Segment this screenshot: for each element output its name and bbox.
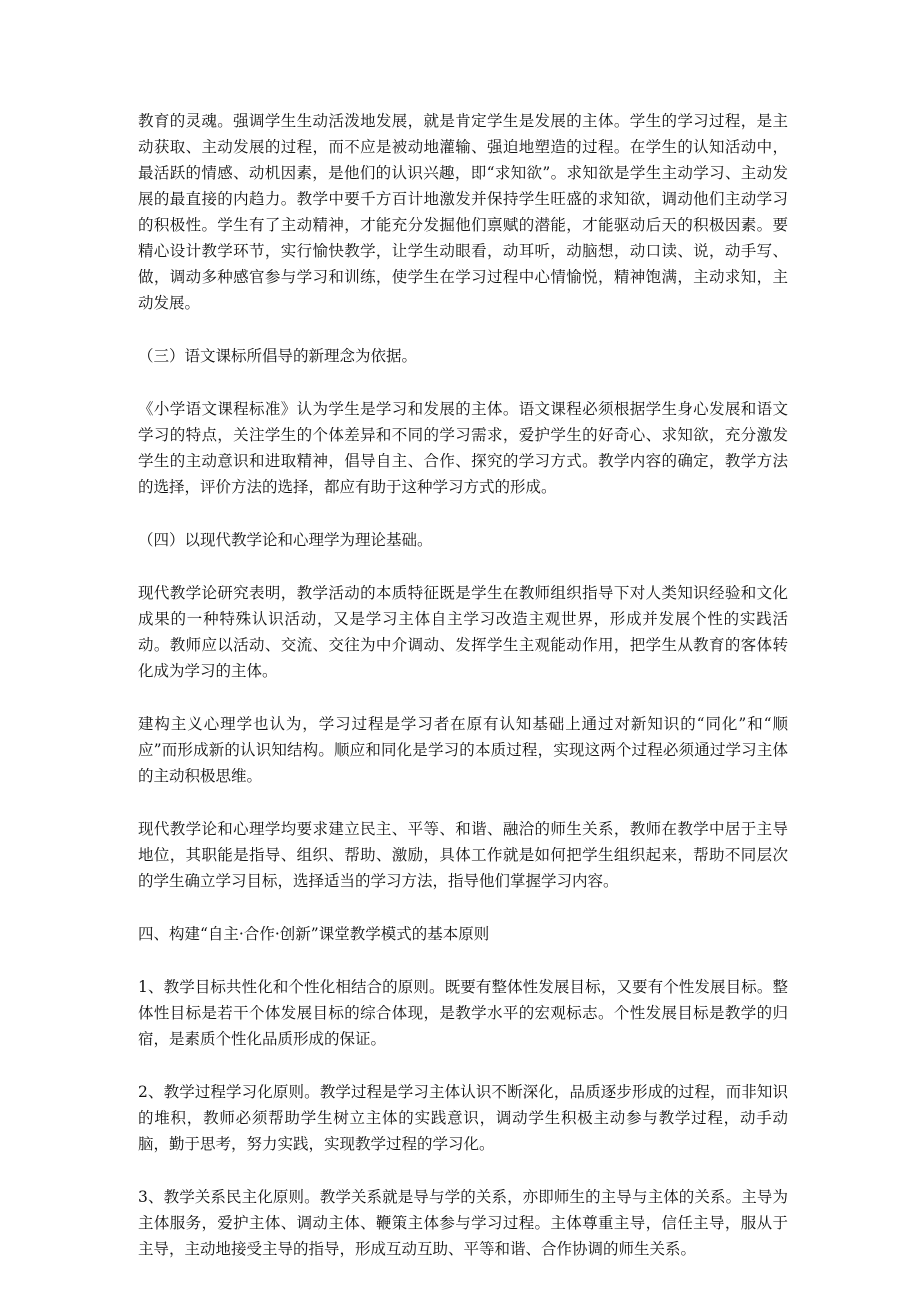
section-heading-4: （四）以现代教学论和心理学为理论基础。 xyxy=(138,531,433,549)
principle-item-1: 1、教学目标共性化和个性化相结合的原则。既要有整体性发展目标，又要有个性发展目标。整体性目标是若干个体发展目标的综合体现，是教学水平的宏观标志。个性发展目标是教学的归宿，是素质个性化品质形成的保证。 xyxy=(138,978,788,1048)
section-heading-3: （三）语文课标所倡导的新理念为依据。 xyxy=(138,347,418,365)
paragraph-modern-pedagogy: 现代教学论研究表明，教学活动的本质特征既是学生在教师组织指导下对人类知识经验和文化成果的一种特殊认识活动，又是学习主体自主学习改造主观世界，形成并发展个性的实践活动。教师应以活动、交流、交往为中介调动、发挥学生主观能动作用，把学生从教育的客体转化成为学习的主体。 xyxy=(138,584,788,680)
document-body xyxy=(138,108,788,1289)
paragraph-teacher-student-relation: 现代教学论和心理学均要求建立民主、平等、和谐、融洽的师生关系，教师在教学中居于主导地位，其职能是指导、组织、帮助、激励，具体工作就是如何把学生组织起来，帮助不同层次的学生确立学习目标，选择适当的学习方法，指导他们掌握学习内容。 xyxy=(138,820,788,890)
paragraph-intro-continuation: 教育的灵魂。强调学生生动活泼地发展，就是肯定学生是发展的主体。学生的学习过程，是主动获取、主动发展的过程，而不应是被动地灌输、强迫地塑造的过程。在学生的认知活动中，最活跃的情感、动机因素，是他们的认识兴趣，即“求知欲”。求知欲是学生主动学习、主动发展的最直接的内趋力。教学中要千方百计地激发并保持学生旺盛的求知欲，调动他们主动学习的积极性。学生有了主动精神，才能充分发掘他们禀赋的潜能，才能驱动后天的积极因素。要精心设计教学环节，实行愉快教学，让学生动眼看，动耳听，动脑想，动口读、说，动手写、做，调动多种感官参与学习和训练，使学生在学习过程中心情愉悦，精神饱满，主动求知，主动发展。 xyxy=(138,112,788,312)
paragraph-curriculum-standard: 《小学语文课程标准》认为学生是学习和发展的主体。语文课程必须根据学生身心发展和语文学习的特点，关注学生的个体差异和不同的学习需求，爱护学生的好奇心、求知欲，充分激发学生的主动意识和进取精神，倡导自主、合作、探究的学习方式。教学内容的确定，教学方法的选择，评价方法的选择，都应有助于这种学习方式的形成。 xyxy=(138,400,788,496)
chapter-heading-principles: 四、构建“自主·合作·创新”课堂教学模式的基本原则 xyxy=(138,925,490,943)
paragraph-constructivism: 建构主义心理学也认为，学习过程是学习者在原有认知基础上通过对新知识的“同化”和“顺应”而形成新的认识知结构。顺应和同化是学习的本质过程，实现这两个过程必须通过学习主体的主动积极思维。 xyxy=(138,715,788,785)
principle-item-2: 2、教学过程学习化原则。教学过程是学习主体认识不断深化，品质逐步形成的过程，而非知识的堆积，教师必须帮助学生树立主体的实践意识，调动学生积极主动参与教学过程，动手动脑，勤于思考，努力实践，实现教学过程的学习化。 xyxy=(138,1083,788,1153)
principle-item-3: 3、教学关系民主化原则。教学关系就是导与学的关系，亦即师生的主导与主体的关系。主导为主体服务，爱护主体、调动主体、鞭策主体参与学习过程。主体尊重主导，信任主导，服从于主导，主动地接受主导的指导，形成互动互助、平等和谐、合作协调的师生关系。 xyxy=(138,1188,788,1258)
